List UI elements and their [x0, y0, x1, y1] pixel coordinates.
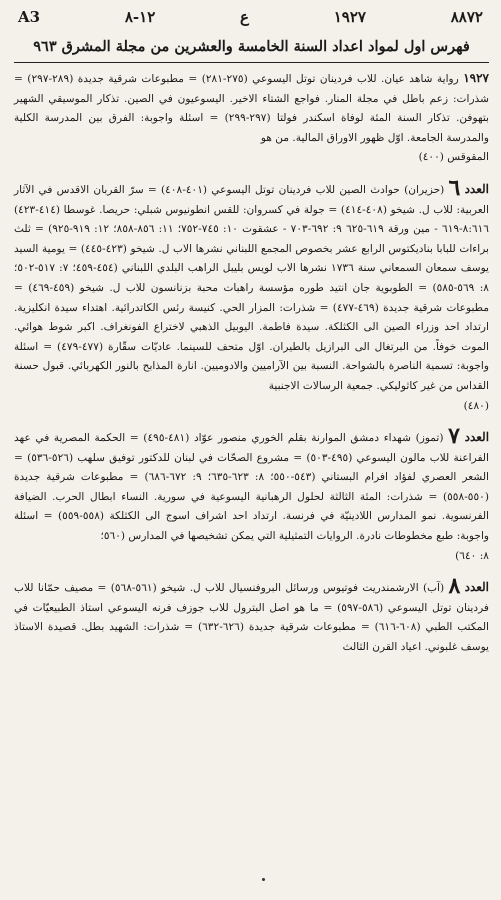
issue-number: ٦ [448, 174, 461, 201]
page-mark [262, 878, 265, 881]
index-entry-1927 [12, 69, 491, 148]
reference-number: ١٢-٨ [124, 8, 156, 26]
reference-letter: ع [240, 8, 249, 26]
entry-text: (حزيران) حوادث الصين للاب فردينان توتل اليسوعي (٤٠١-٤٠٨) = سرّ القربان الاقدس في الآثار العربية: للاب ل. شيخو (٤٠٨-٤١٤) = جولة في كسروان: للقس انطونيوس شبلي: حريصا. غوسطا (٤١٤-٤٢٣) ٨:٦١٦-٦١٩ - مين ورقة ٦١٩-٦٢٥ ٩: ٦٩٢-٧٠٣ - عشقوت ١٠: ٧٤٥-٧٥٢؛ ١١: ٨٥٦-٨٥٨؛ ١٢: ٩١٩-٩٢٥) = ثلث براءات للبابا بناديكتوس الرابع عشر بخصوص المجمع اللبناني نشرها الاب ل. شيخو (٤٢٣-٤٤٥) = يومية السيد يوسف سمعان السمعاني سنة ١٧٣٦ نشرها الاب لويس بليبل الراهب البلدي اللبناني (٤٥٤-٤٥٩؛ ٧: ٥١٧-٥٠٢؛ ٨: ٥٦٩-٥٨٥) = الطوبوية جان انتيد طوره مؤسسة راهبات محبة بزنانسون للاب ل. شيخو (٤٥٩-٤٦٩) = مطبوعات شرقية جديدة (٤٦٩-٤٧٧) = شذرات: المزار الحي. كنيسة رئس الكاتدرائية. اهتداء سيدة انكليزية. ارتداد احد وزراء الصين الى الكثلكة. سيدة فاطمة. اليوبيل الذهبي لاختراع الفونغراف. اكبر شوط هوائي. الموت خوفاً. من البرتغال الى البرازيل بالطيران. اوّل متحف للسينما. عاديّات سقّارة (٤٧٧-٤٧٩) = اسئلة واجوبة: تسمية الناصرة بالشواحة. النسبة بين الآراميين والادوميين. انارة المذابح بالنور الكهربائي. قبول حسنة القداس من غير كاثوليكي. جمعية الرسالات الاجنبية [14, 183, 490, 392]
entry-text: (آب) الارشمندريت فوتيوس ورسائل البروفنسيال للاب ل. شيخو (٥٦١-٥٦٨) = مصيف حمّانا للاب فردينان توتل اليسوعي (٥٨٦-٥٩٧) = ما هو اصل البترول للاب جوزف فرنه اليسوعي استاذ الطبيعيّات في المكتب الطبي (٦٠٨-٦١٦) = مطبوعات شرقية جديدة (٦٢٦-٦٣٢) = شذرات: الشهيد بطل. قصيدة الاستاذ يوسف غلبوني. اعياد القرن الثالث [14, 582, 489, 654]
issue-label: العدد [464, 430, 490, 445]
entry-tail: (٤٨٠) [463, 399, 489, 412]
index-entry-issue-6 [12, 174, 491, 397]
issue-label: العدد [464, 181, 489, 196]
entry-tail: المقوقس (٤٠٠) [418, 151, 489, 164]
index-entry-issue-7 [12, 423, 491, 547]
page-header [12, 4, 491, 30]
page-title: فهرس اول لمواد اعداد السنة الخامسة والعشرين من مجلة المشرق ٩٦٣ [33, 38, 470, 55]
issue-number: ٨ [448, 573, 461, 600]
catalog-code: A3 [18, 8, 41, 26]
index-entry-issue-8 [12, 573, 491, 657]
entry-tail: ٨: ٦٤٠) [455, 549, 489, 562]
page-number: ٨٨٧٢ [450, 8, 483, 26]
issue-label: العدد [464, 580, 490, 595]
title-divider [14, 62, 489, 63]
entry-text: (تموز) شهداء دمشق الموارنة بقلم الخوري منصور عوّاد (٤٨١-٤٩٥) = الحكمة المصرية في عهد الفراعنة للاب مالون اليسوعي (٤٩٥-٥٠٣) = مشروع الصحّات في لبنان للدكتور توفيق سلهب (٥٢٦-٥٣٦) = الشعر العصري لفؤاد افرام البستاني (٥٤٣-٥٥٠؛ ٨: ٦٢٣-٦٣٥؛ ٩: ٦٧٢-٦٨٦) = مطبوعات شرقية جديدة (٥٥٠-٥٥٨) = شذرات: المئة الثالثة لحلول الرهبانية اليسوعية في سورية. النساء ابطال الحرب. الضيافة الفرنسوية. نمو المدارس اللادينيّة في فرنسة. ارتداد احد اشراف اسوج الى الكثلكة (٥٥٨-٥٥٩) = اسئلة واجوبة: طبع مخطوطات نادرة. الروايات التمثيلية التي يمكن تشخيصها في المدارس (٥٦٠؛ [14, 432, 490, 543]
entry-year: ١٩٢٧ [463, 71, 489, 85]
entry-text: رواية شاهد عيان. للاب فردينان توتل اليسوعي (٢٧٥-٢٨١) = مطبوعات شرقية جديدة (٢٨٩-٢٩٧) = شذرات: زعم باطل في مجلة المنار. فواجع الشتاء الاخير. اليسوعيون في الصين. تذكار الموسيقي الشهير بتهوفن. تذكار السنة المئة لوفاة اسكندر فولتا (٢٩٧-٢٩٩) = اسئلة واجوبة: الفرق بين المدرسة الكلية والمدرسة الجامعة. اوّل ظهور الاوراق المالية. من هو [14, 73, 489, 144]
issue-number: ٧ [448, 423, 460, 450]
year-mark: ١٩٢٧ [333, 8, 366, 26]
